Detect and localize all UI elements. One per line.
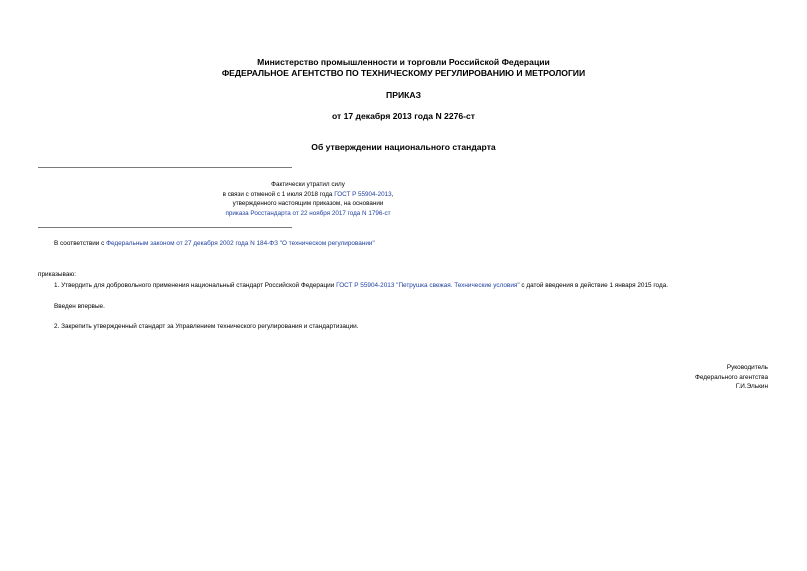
signature-title-2: Федерального агентства <box>694 373 768 381</box>
status-note-line3: утвержденного настоящим приказом, на основании <box>232 200 384 207</box>
status-note-line2-suffix: , <box>391 190 394 198</box>
rosstandart-order-link[interactable]: приказа Росстандарта от 22 ноября 2017 года N 1796-ст <box>225 209 391 217</box>
top-divider <box>38 167 292 168</box>
status-note <box>38 180 578 218</box>
order-word: приказываю: <box>38 271 76 278</box>
ministry-title: Министерство промышленности и торговли Российской Федерации <box>257 57 550 67</box>
signature-title-1: Руководитель <box>726 364 768 371</box>
item-1 <box>54 281 668 290</box>
status-note-line2-prefix: в связи с отменой с 1 июля 2018 года <box>222 190 335 198</box>
item-2: 2. Закрепить утвержденный стандарт за Управлением технического регулирования и стандартизации. <box>54 323 359 330</box>
basis-prefix: В соответствии с <box>54 240 107 247</box>
signature-name: Г.И.Элькин <box>735 383 768 390</box>
introduced-note: Введен впервые. <box>54 303 105 310</box>
item-1-prefix: 1. Утвердить для добровольного применения национальный стандарт Российской Федерации <box>54 282 337 289</box>
document-date-number: от 17 декабря 2013 года N 2276-ст <box>331 111 476 121</box>
federal-law-link[interactable]: Федеральным законом от 27 декабря 2002 года N 184-ФЗ "О техническом регулировании" <box>106 240 375 247</box>
document-subject: Об утверждении национального стандарта <box>311 142 496 152</box>
document-type: ПРИКАЗ <box>386 90 421 100</box>
agency-title: ФЕДЕРАЛЬНОЕ АГЕНТСТВО ПО ТЕХНИЧЕСКОМУ РЕГУЛИРОВАНИЮ И МЕТРОЛОГИИ <box>221 68 586 78</box>
status-note-line2 <box>38 190 578 200</box>
bottom-divider <box>38 227 292 228</box>
signature-block <box>695 363 768 392</box>
gost-link[interactable]: ГОСТ Р 55904-2013 <box>334 190 392 198</box>
item-1-suffix: с датой введения в действие 1 января 2015 года. <box>519 282 669 289</box>
gost-standard-link[interactable]: ГОСТ Р 55904-2013 "Петрушка свежая. Технические условия" <box>336 282 520 289</box>
status-note-line1: Фактически утратил силу <box>271 181 345 188</box>
basis-paragraph <box>54 239 375 248</box>
